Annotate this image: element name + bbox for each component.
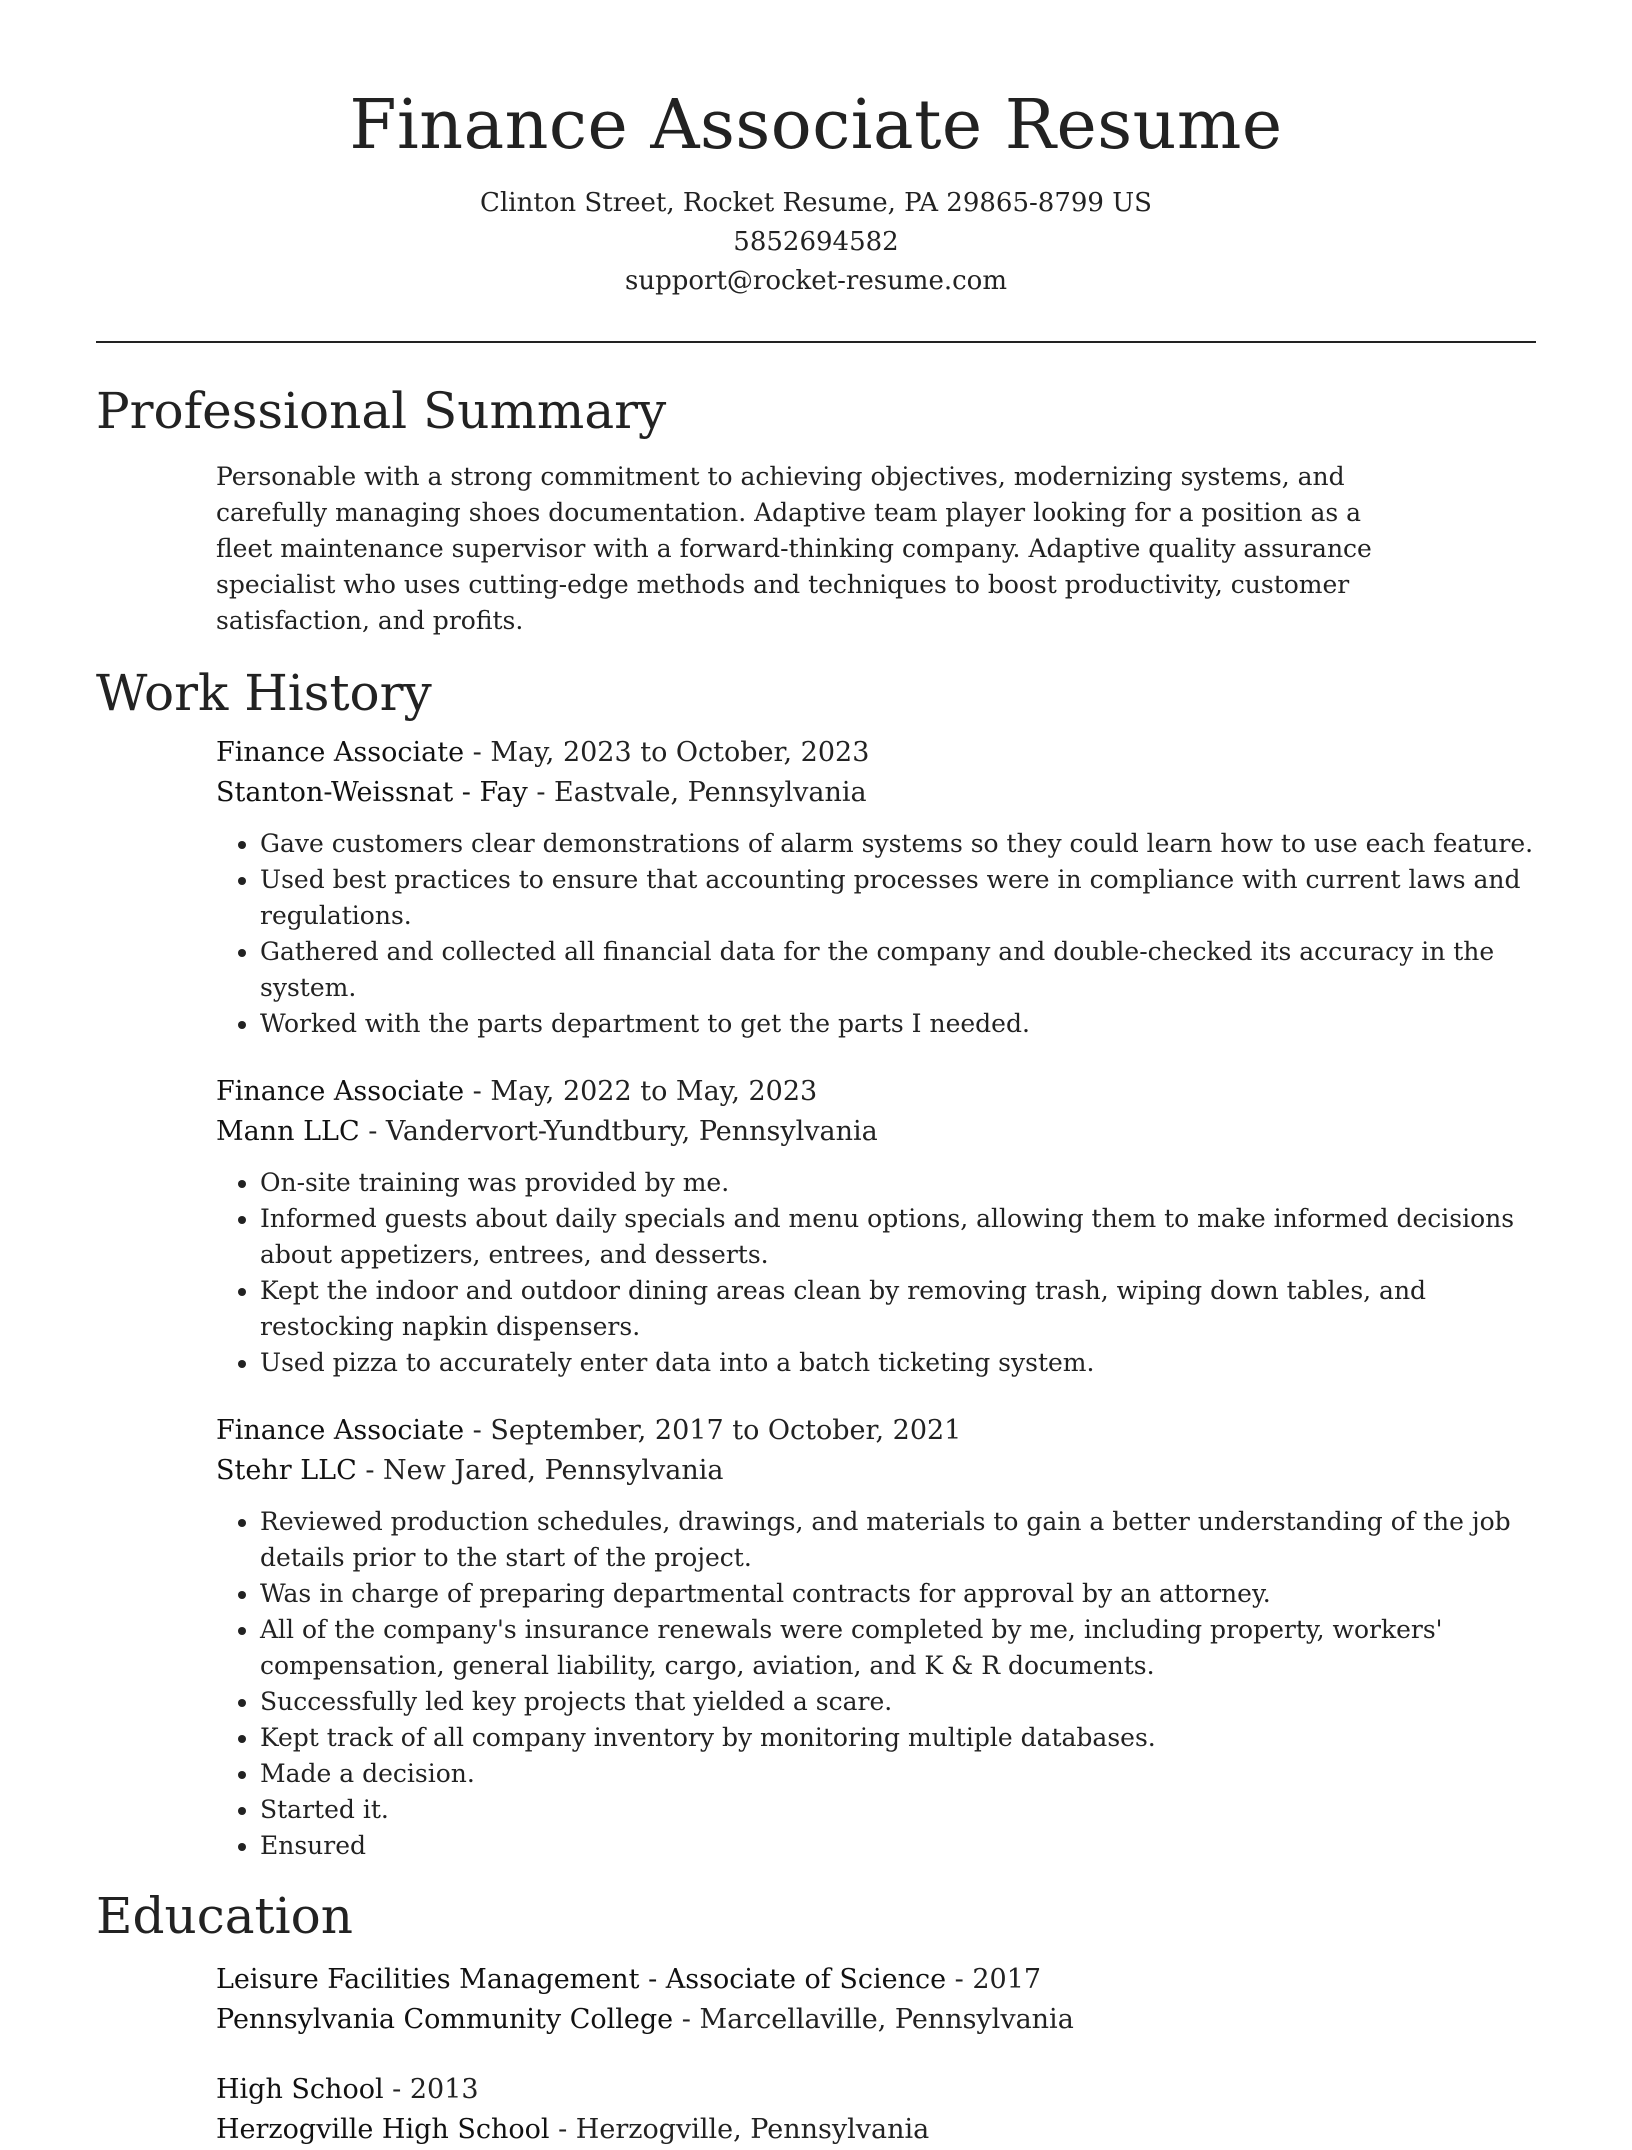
job-role: Finance Associate	[216, 737, 465, 768]
job-title-line	[216, 733, 1632, 773]
job-dates: - May, 2023 to October, 2023	[464, 737, 870, 768]
education-school-line	[216, 2110, 1632, 2150]
contact-email[interactable]: support@rocket-resume.com	[624, 266, 1007, 296]
education-degree-line	[216, 1960, 1632, 2000]
job-company-line	[216, 1451, 1632, 1491]
resume-title: Finance Associate Resume	[349, 86, 1283, 165]
job-bullet: • Gave customers clear demonstrations of alarm systems so they could learn how to use each feature.	[260, 826, 1536, 862]
education-school-line	[216, 2000, 1632, 2040]
contact-address: Clinton Street, Rocket Resume, PA 29865-8799 US	[480, 188, 1152, 218]
job-entry	[0, 733, 1632, 1042]
education-degree: Leisure Facilities Management - Associate of Science	[216, 1964, 947, 1995]
education-entry	[0, 2070, 1632, 2150]
job-title-line	[216, 1411, 1632, 1451]
education-degree: High School	[216, 2074, 384, 2105]
job-bullet: • Reviewed production schedules, drawings, and materials to gain a better understanding of the job details prior to the start of the project.	[260, 1504, 1536, 1576]
job-bullet: • Informed guests about daily specials and menu options, allowing them to make informed decisions about appetizers, entrees, and desserts.	[260, 1201, 1536, 1273]
resume-header	[0, 0, 1632, 301]
job-bullet: • Kept track of all company inventory by monitoring multiple databases.	[260, 1720, 1536, 1756]
job-dates: - September, 2017 to October, 2021	[464, 1415, 962, 1446]
job-bullet: • Gathered and collected all financial data for the company and double-checked its accuracy in the system.	[260, 934, 1536, 1006]
job-title-line	[216, 1072, 1632, 1112]
job-bullet: • All of the company's insurance renewals were completed by me, including property, workers' compensation, general liability, cargo, aviation, and K & R documents.	[260, 1612, 1536, 1684]
job-company: Stehr LLC	[216, 1455, 357, 1486]
job-bullet: • On-site training was provided by me.	[260, 1165, 1536, 1201]
job-bullet: • Kept the indoor and outdoor dining areas clean by removing trash, wiping down tables, and restocking napkin dispensers.	[260, 1273, 1536, 1345]
education-year: - 2017	[946, 1964, 1042, 1995]
job-company: Stanton-Weissnat - Fay	[216, 777, 528, 808]
education-school: Pennsylvania Community College	[216, 2004, 674, 2035]
job-role: Finance Associate	[216, 1415, 465, 1446]
job-bullet: • Started it.	[260, 1792, 1536, 1828]
education-location: - Marcellaville, Pennsylvania	[673, 2004, 1074, 2035]
job-bullet: • Successfully led key projects that yielded a scare.	[260, 1684, 1536, 1720]
job-bullet: • Made a decision.	[260, 1756, 1536, 1792]
education-year: - 2013	[383, 2074, 479, 2105]
education-location: - Herzogville, Pennsylvania	[549, 2114, 930, 2145]
job-bullets	[216, 826, 1536, 1042]
contact-phone: 5852694582	[733, 227, 899, 257]
job-company-line	[216, 1112, 1632, 1152]
job-bullets	[216, 1504, 1536, 1864]
job-location: - Eastvale, Pennsylvania	[527, 777, 867, 808]
job-entry	[0, 1072, 1632, 1381]
job-role: Finance Associate	[216, 1076, 465, 1107]
job-bullet: • Used pizza to accurately enter data into a batch ticketing system.	[260, 1345, 1536, 1381]
education-school: Herzogville High School	[216, 2114, 550, 2145]
education-entry	[0, 1960, 1632, 2040]
job-bullets	[216, 1165, 1536, 1381]
job-entry	[0, 1411, 1632, 1864]
work-history-heading: Work History	[96, 664, 432, 722]
job-dates: - May, 2022 to May, 2023	[464, 1076, 818, 1107]
summary-text: Personable with a strong commitment to achieving objectives, modernizing systems, and carefully managing shoes documentation. Adaptive team player looking for a position as a fleet maintenance supervisor with a forward-thinking company. Adaptive quality assurance specialist who uses cutting-edge methods and techniques to boost productivity, customer satisfaction, and profits.	[216, 462, 1372, 635]
job-company: Mann LLC	[216, 1116, 360, 1147]
summary-heading: Professional Summary	[96, 382, 667, 440]
education-degree-line	[216, 2070, 1632, 2110]
job-bullet: • Used best practices to ensure that accounting processes were in compliance with current laws and regulations.	[260, 862, 1536, 934]
job-company-line	[216, 773, 1632, 813]
job-location: - New Jared, Pennsylvania	[356, 1455, 724, 1486]
job-bullet: • Worked with the parts department to get the parts I needed.	[260, 1006, 1536, 1042]
header-divider	[96, 341, 1536, 343]
job-location: - Vandervort-Yundtbury, Pennsylvania	[359, 1116, 878, 1147]
job-bullet: • Was in charge of preparing departmental contracts for approval by an attorney.	[260, 1576, 1536, 1612]
education-heading: Education	[96, 1887, 353, 1945]
job-bullet: • Ensured	[260, 1828, 1536, 1864]
